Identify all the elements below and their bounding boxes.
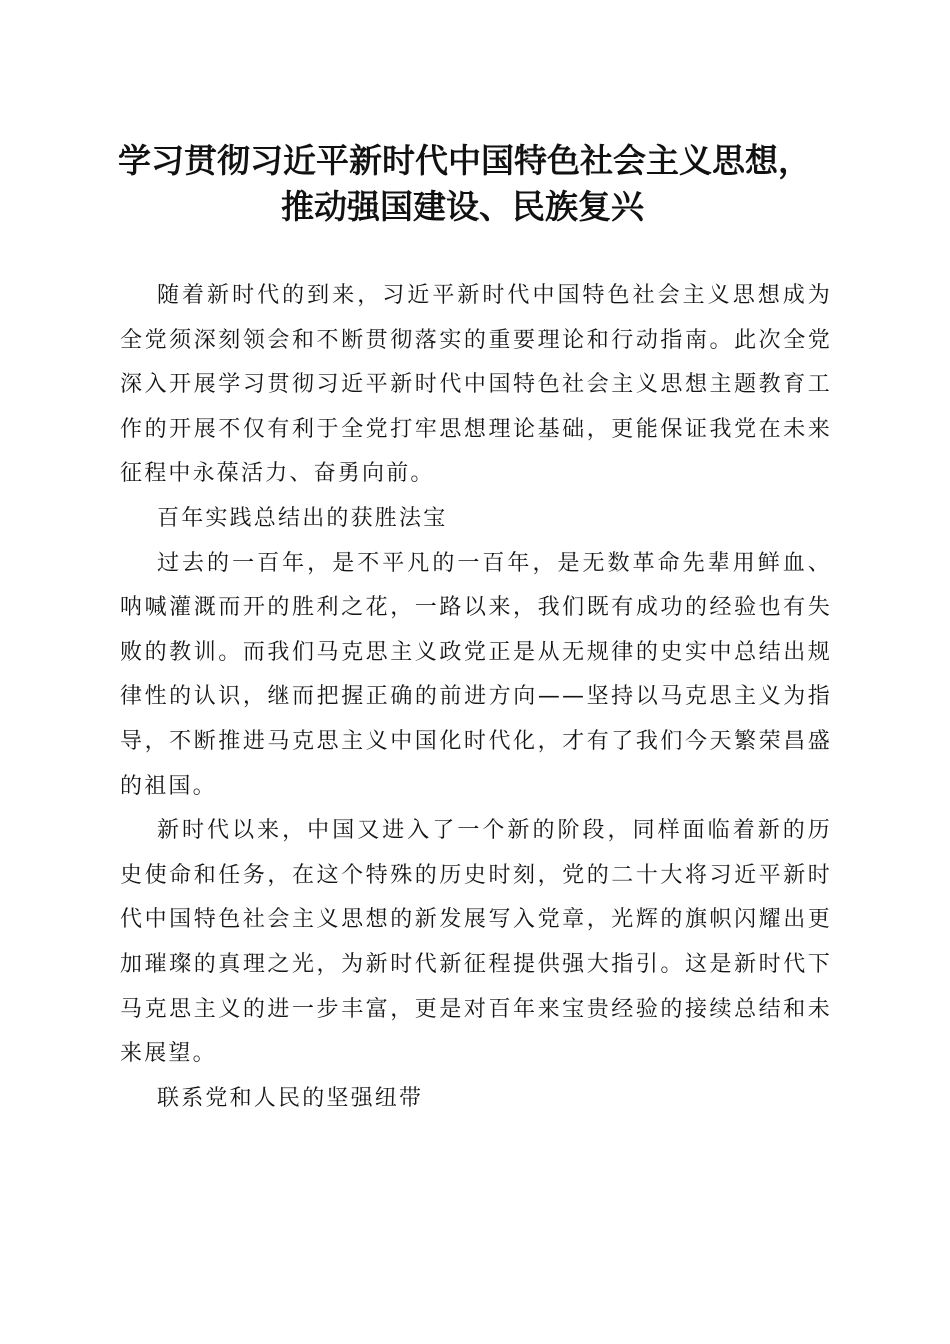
paragraph-new-era: 新时代以来，中国又进入了一个新的阶段，同样面临着新的历史使命和任务，在这个特殊的历史时刻，党的二十大将习近平新时代中国特色社会主义思想的新发展写入党章，光辉的旗帜闪耀出更加璀璨的真理之光，为新时代新征程提供强大指引。这是新时代下马克思主义的进一步丰富，更是对百年来宝贵经验的接续总结和未来展望。 <box>120 818 832 1067</box>
document-title-line-1: 学习贯彻习近平新时代中国特色社会主义思想， <box>118 141 811 180</box>
section-heading-winning-magic-weapon: 百年实践总结出的获胜法宝 <box>157 505 448 531</box>
document-body <box>120 274 832 1121</box>
section-heading-party-people-bond: 联系党和人民的坚强纽带 <box>157 1085 424 1111</box>
document-title-line-2: 推动强国建设、民族复兴 <box>281 187 644 226</box>
paragraph-intro: 随着新时代的到来，习近平新时代中国特色社会主义思想成为全党须深刻领会和不断贯彻落实的重要理论和行动指南。此次全党深入开展学习贯彻习近平新时代中国特色社会主义思想主题教育工作的开展不仅有利于全党打牢思想理论基础，更能保证我党在未来征程中永葆活力、奋勇向前。 <box>120 283 832 487</box>
paragraph-past-century: 过去的一百年，是不平凡的一百年，是无数革命先辈用鲜血、呐喊灌溉而开的胜利之花，一路以来，我们既有成功的经验也有失败的教训。而我们马克思主义政党正是从无规律的史实中总结出规律性的认识，继而把握正确的前进方向——坚持以马克思主义为指导，不断推进马克思主义中国化时代化，才有了我们今天繁荣昌盛的祖国。 <box>120 550 832 799</box>
